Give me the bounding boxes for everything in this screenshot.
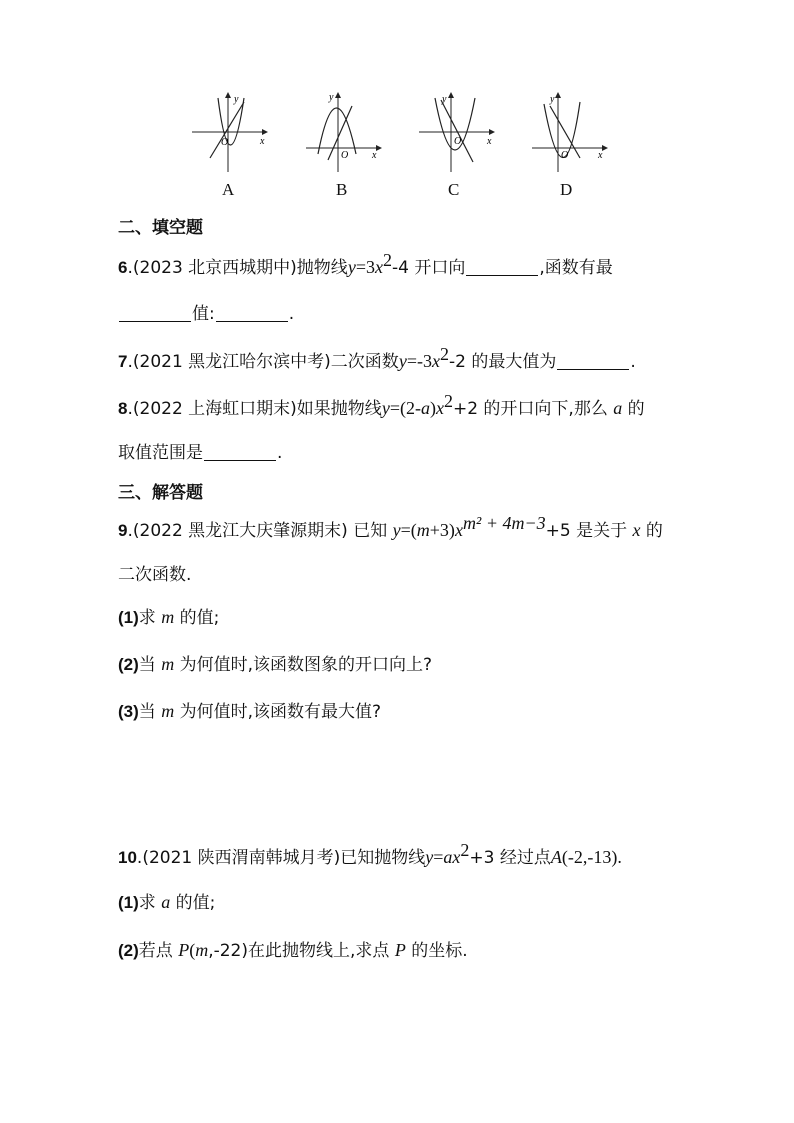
graph-b-y-label: y xyxy=(329,92,334,103)
question-10-part-1 xyxy=(118,891,215,914)
question-9-part-3 xyxy=(118,700,381,723)
part-number: (1) xyxy=(118,608,139,627)
question-number: 8 xyxy=(118,399,128,418)
var-m: m xyxy=(195,940,209,960)
graph-c-origin-label: O xyxy=(454,136,462,147)
equation-part: +2 的开口向下,那么 xyxy=(452,399,608,419)
graph-a-origin-label: O xyxy=(221,137,229,148)
question-text: 为何值时,该函数有最大值? xyxy=(179,702,382,722)
graph-b-origin-label: O xyxy=(341,150,349,161)
question-text: 二次函数. xyxy=(118,565,192,585)
exponent: m² + 4m−3 xyxy=(462,513,546,533)
section-fill-in-title: 二、填空题 xyxy=(118,218,203,238)
question-8-line-2 xyxy=(118,442,282,464)
question-text: 为何值时,该函数图象的开口向上? xyxy=(179,655,433,675)
question-text: 的 xyxy=(645,521,663,541)
question-text: 的值; xyxy=(179,608,220,628)
answer-blank[interactable] xyxy=(204,444,276,461)
var-m: m xyxy=(161,701,175,721)
var-y: y xyxy=(381,398,390,418)
question-text: . xyxy=(630,352,636,372)
part-number: (3) xyxy=(118,702,139,721)
graph-a-y-label: y xyxy=(234,94,239,105)
var-x: x xyxy=(454,520,463,540)
graph-b xyxy=(302,92,382,172)
equation-part: =-3 xyxy=(406,351,432,371)
graph-label-c: C xyxy=(448,180,460,199)
graph-a-x-label: x xyxy=(260,136,265,147)
question-6-line-2 xyxy=(118,303,294,325)
var-y: y xyxy=(398,351,407,371)
var-y: y xyxy=(347,257,356,277)
question-6-line-1 xyxy=(118,250,613,279)
exponent: 2 xyxy=(382,250,392,270)
question-text: 若点 xyxy=(138,941,173,961)
equation-part: +5 是关于 xyxy=(545,521,628,541)
question-text: . xyxy=(288,304,295,324)
var-m: m xyxy=(416,520,430,540)
question-text: ,-22)在此抛物线上,求点 xyxy=(208,941,390,961)
exponent: 2 xyxy=(460,840,470,860)
point-a: A xyxy=(550,847,562,867)
var-x: x xyxy=(374,257,383,277)
equation-part: =(2- xyxy=(389,398,421,418)
question-text: 当 xyxy=(138,702,156,722)
question-text: 求 xyxy=(138,893,156,913)
question-source: .(2021 陕西渭南韩城月考)已知抛物线 xyxy=(136,848,426,868)
var-a: a xyxy=(420,398,430,418)
question-9-part-1 xyxy=(118,606,219,629)
question-number: 10 xyxy=(118,848,137,867)
part-number: (2) xyxy=(118,941,139,960)
question-source: .(2022 上海虹口期末)如果抛物线 xyxy=(127,399,382,419)
equation-part: +3 经过点 xyxy=(469,848,551,868)
answer-blank-2[interactable] xyxy=(119,305,191,322)
equation-part: +3) xyxy=(429,520,455,540)
graph-d-y-label: y xyxy=(550,94,555,105)
var-m: m xyxy=(161,654,175,674)
question-7 xyxy=(118,344,636,373)
question-text: 的 xyxy=(627,399,645,419)
var-x: x xyxy=(431,351,440,371)
answer-blank-3[interactable] xyxy=(216,305,288,322)
question-text: 求 xyxy=(138,608,156,628)
question-text: . xyxy=(277,443,283,463)
var-x: x xyxy=(632,520,641,540)
question-source: .(2022 黑龙江大庆肇源期末) 已知 xyxy=(127,521,388,541)
equation-part: =( xyxy=(400,520,417,540)
question-number: 7 xyxy=(118,352,128,371)
var-a: a xyxy=(161,892,171,912)
section-answer-title: 三、解答题 xyxy=(118,483,203,503)
var-ax: ax xyxy=(443,847,461,867)
graph-c xyxy=(415,92,495,172)
question-text: 值: xyxy=(192,304,215,324)
question-10 xyxy=(118,840,622,869)
graph-c-x-label: x xyxy=(487,136,492,147)
question-text: 的坐标. xyxy=(411,941,468,961)
var-y: y xyxy=(425,847,434,867)
graph-label-b: B xyxy=(336,180,348,199)
question-text: 当 xyxy=(138,655,156,675)
question-10-part-2 xyxy=(118,939,468,962)
question-9-part-2 xyxy=(118,653,432,676)
equation-part: -4 开口向 xyxy=(391,258,466,278)
question-source: .(2021 黑龙江哈尔滨中考)二次函数 xyxy=(127,352,399,372)
var-m: m xyxy=(161,607,175,627)
graph-b-x-label: x xyxy=(372,150,377,161)
question-number: 6 xyxy=(118,258,128,277)
point-p: P xyxy=(178,940,190,960)
equation-part: =3 xyxy=(355,257,375,277)
part-number: (2) xyxy=(118,655,139,674)
graph-d-origin-label: O xyxy=(561,150,569,161)
question-number: 9 xyxy=(118,521,128,540)
var-y: y xyxy=(392,520,401,540)
graph-label-d: D xyxy=(560,180,573,199)
answer-blank[interactable] xyxy=(557,353,629,370)
graph-a xyxy=(188,92,268,172)
exponent: 2 xyxy=(439,344,449,364)
question-source: .(2023 北京西城期中)抛物线 xyxy=(127,258,348,278)
question-8-line-1 xyxy=(118,391,645,420)
exponent: 2 xyxy=(443,391,453,411)
graph-c-y-label: y xyxy=(442,94,447,105)
question-text: 取值范围是 xyxy=(118,443,203,463)
part-number: (1) xyxy=(118,893,139,912)
equation-part: ) xyxy=(429,398,436,418)
var-a: a xyxy=(613,398,623,418)
question-text: ,函数有最 xyxy=(539,258,613,278)
question-text: 的值; xyxy=(175,893,216,913)
question-9-line-1 xyxy=(118,513,663,542)
equation-part: ( xyxy=(189,940,196,960)
question-9-line-2 xyxy=(118,564,191,586)
equation-part: = xyxy=(433,847,444,867)
answer-blank-1[interactable] xyxy=(466,259,538,276)
graph-label-a: A xyxy=(222,180,235,199)
equation-part: (-2,-13). xyxy=(561,847,622,867)
graph-d xyxy=(528,92,608,172)
equation-part: -2 的最大值为 xyxy=(448,352,557,372)
graph-d-x-label: x xyxy=(598,150,603,161)
var-x: x xyxy=(435,398,444,418)
point-p: P xyxy=(394,940,406,960)
